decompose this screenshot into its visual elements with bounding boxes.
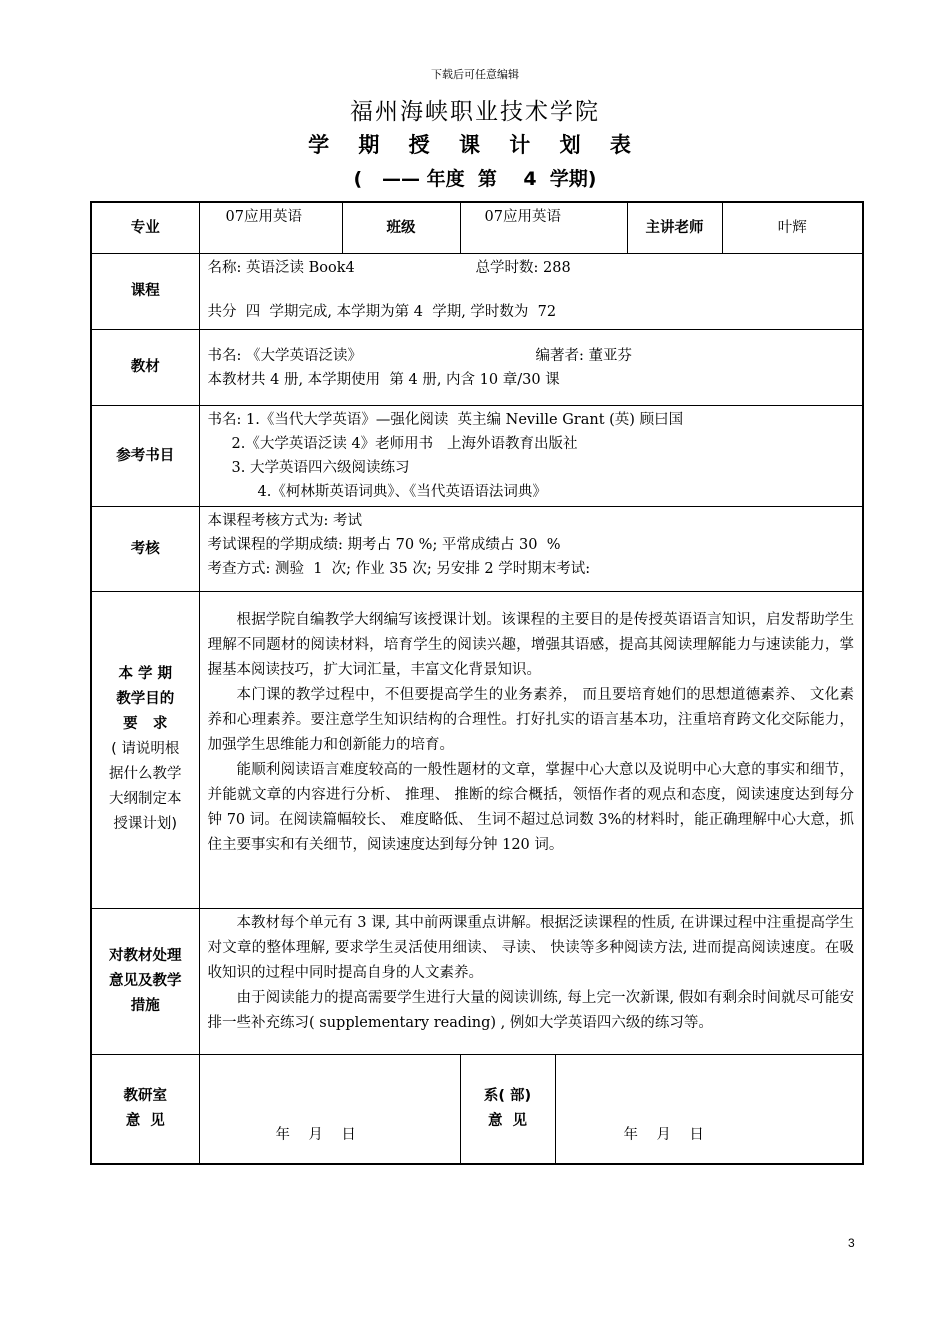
references-label: 参考书目 [91,405,199,506]
plan-table [90,201,864,1165]
header-note: 下载后可任意编辑 [431,68,519,81]
major-value: 07应用英语 [199,202,342,253]
dept-opinion-field[interactable] [555,1054,863,1164]
assessment-content [199,506,863,591]
assessment-line: 考查方式: 测验 1 次; 作业 35 次; 另安排 2 学时期末考试: [207,560,591,577]
major-label: 专业 [91,202,199,253]
textbook-row [91,329,863,405]
handling-content [199,908,863,1054]
header-row [91,202,863,253]
signature-row [91,1054,863,1164]
reference-item: 3. 大学英语四六级阅读练习 [231,459,410,476]
course-content [199,253,863,329]
handling-paragraph: 由于阅读能力的提高需要学生进行大量的阅读训练, 每上完一次新课, 假如有剩余时间就尽可能安排一些补充练习( supplementary reading) , 例如大学英语四六级的练习等。 [207,989,855,1031]
office-opinion-field[interactable] [199,1054,460,1164]
course-total-hours: 总学时数: 288 [475,259,571,276]
page-number: 3 [848,1236,855,1250]
textbook-volumes: 本教材共 4 册, 本学期使用 第 4 册, 内含 10 章/30 课 [207,371,560,388]
teacher-label: 主讲老师 [627,202,722,253]
goals-row [91,591,863,908]
handling-label: 对教材处理 意见及教学 措施 [91,908,199,1054]
reference-item: 书名: 1.《当代大学英语》—强化阅读 英主编 Neville Grant (英) 顾曰国 [207,411,684,428]
course-label: 课程 [91,253,199,329]
assessment-row [91,506,863,591]
textbook-name: 书名: 《大学英语泛读》 [207,347,362,364]
school-title: 福州海峡职业技术学院 [350,99,600,125]
references-content [199,405,863,506]
office-opinion-label: 教研室 意 见 [91,1054,199,1164]
goals-label: 本 学 期 教学目的 要 求 ( 请说明根 据什么教学 大纲制定本 授课计划) [91,591,199,908]
dept-opinion-label: 系( 部) 意 见 [460,1054,555,1164]
assessment-line: 考试课程的学期成绩: 期考占 70 %; 平常成绩占 30 % [207,536,561,553]
office-date: 年 月 日 [275,1126,356,1143]
assessment-line: 本课程考核方式为: 考试 [207,512,362,529]
goals-paragraph: 本门课的教学过程中，不但要提高学生的业务素养， 而且要培育她们的思想道德素养、 文化素养和心理素养。要注意学生知识结构的合理性。打好扎实的语言基本功，注重培育跨文化交际能力， 加强学生思维能力和创新能力的培育。 [207,686,855,753]
class-value: 07应用英语 [460,202,627,253]
reference-item: 2.《大学英语泛读 4》老师用书 上海外语教育出版社 [231,435,578,452]
textbook-author: 编著者: 董亚芬 [535,347,632,364]
course-row [91,253,863,329]
class-label: 班级 [342,202,460,253]
assessment-label: 考核 [91,506,199,591]
goals-paragraph: 根据学院自编教学大纲编写该授课计划。该课程的主要目的是传授英语语言知识，启发帮助学生理解不同题材的阅读材料，培育学生的阅读兴趣，增强其语感，提高其阅读理解能力与速读能力，掌握基本阅读技巧，扩大词汇量，丰富文化背景知识。 [207,611,855,678]
references-row [91,405,863,506]
textbook-label: 教材 [91,329,199,405]
term-title: ( —— 年度 第 4 学期) [353,168,597,190]
form-title: 学 期 授 课 计 划 表 [308,133,642,157]
handling-paragraph: 本教材每个单元有 3 课, 其中前两课重点讲解。根据泛读课程的性质, 在讲课过程中注重提高学生对文章的整体理解, 要求学生灵活使用细读、 寻读、 快读等多种阅读方法, 进而提高阅读速度。在吸收知识的过程中同时提高自身的人文素养。 [207,914,855,981]
teacher-value: 叶辉 [722,202,863,253]
goals-content [199,591,863,908]
goals-paragraph: 能顺利阅读语言难度较高的一般性题材的文章，掌握中心大意以及说明中心大意的事实和细节，并能就文章的内容进行分析、 推理、 推断的综合概括，领悟作者的观点和态度，阅读速度达到每分钟 70 词。在阅读篇幅较长、 难度略低、 生词不超过总词数 3%的材料时，能正确理解中心大意，抓住主要事实和有关细节，阅读速度达到每分钟 120 词。 [207,761,855,853]
textbook-content [199,329,863,405]
handling-row [91,908,863,1054]
course-name: 名称: 英语泛读 Book4 [207,259,355,276]
dept-date: 年 月 日 [623,1126,704,1143]
course-term-info: 共分 四 学期完成, 本学期为第 4 学期, 学时数为 72 [207,303,557,320]
reference-item: 4.《柯林斯英语词典》、《当代英语语法词典》 [257,483,547,500]
